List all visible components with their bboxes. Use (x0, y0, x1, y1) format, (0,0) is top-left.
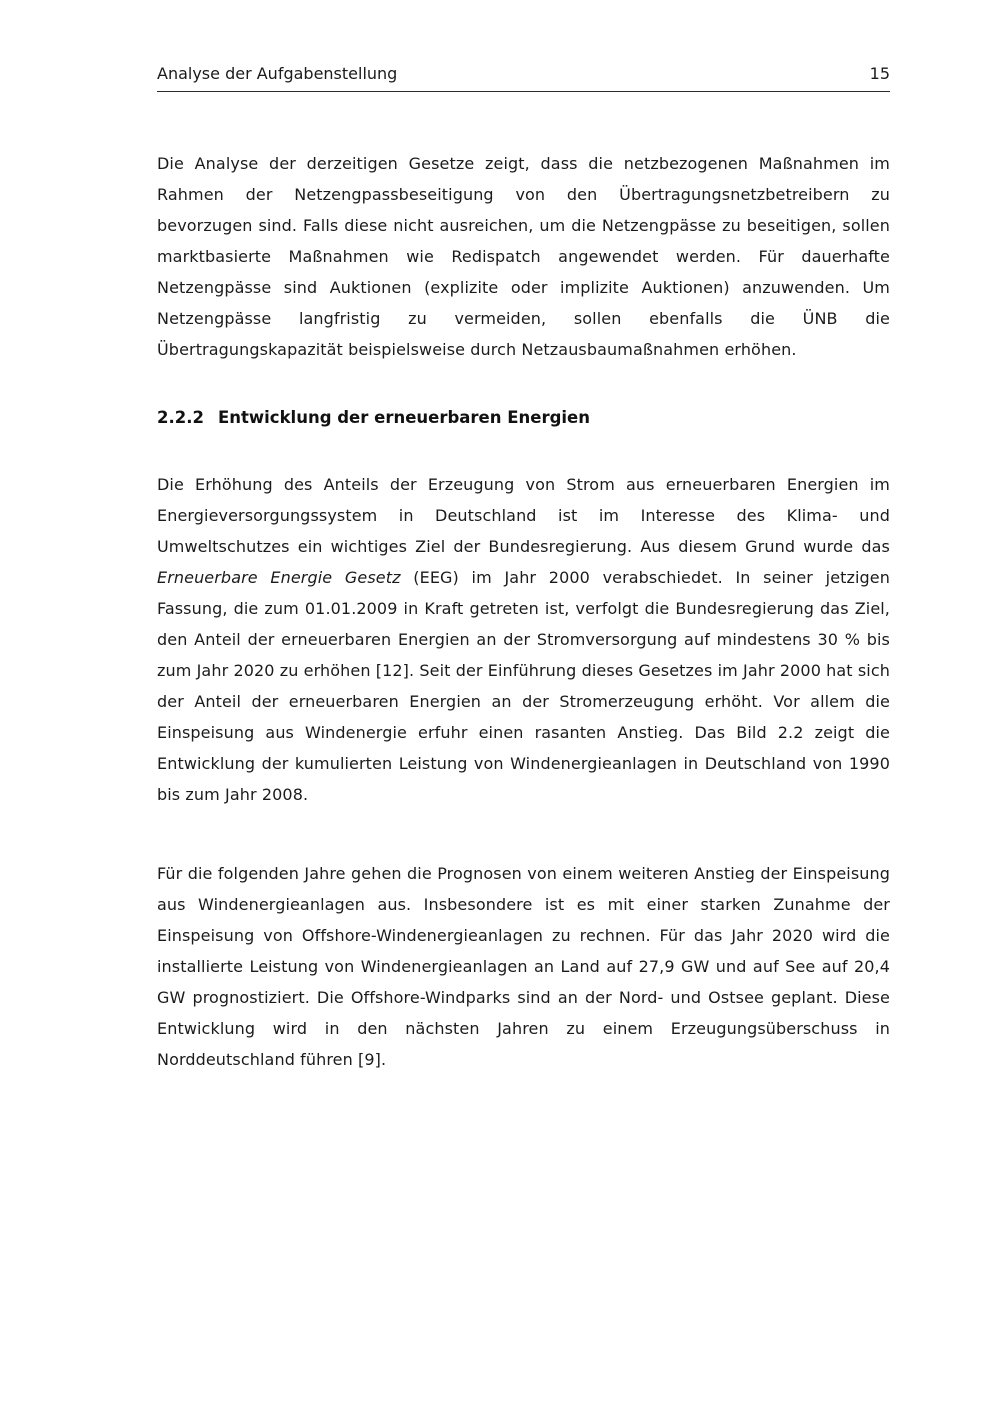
paragraph-renewable-energy (157, 469, 890, 810)
section-number: 2.2.2 (157, 408, 204, 427)
section-heading (157, 407, 890, 429)
text-run: (EEG) im Jahr 2000 verabschiedet. In seiner jetzigen Fassung, die zum 01.01.2009 in Kraft getreten ist, verfolgt die Bundesregierung das Ziel, den Anteil der erneuerbaren Energien an der Stromversorgung auf mindestens 30 % bis zum Jahr 2020 zu erhöhen [12]. Seit der Einführung dieses Gesetzes im Jahr 2000 hat sich der Anteil der erneuerbaren Energien an der Stromerzeugung erhöht. Vor allem die Einspeisung aus Windenergie erfuhr einen rasanten Anstieg. Das Bild 2.2 zeigt die Entwicklung der kumulierten Leistung von Windenergieanlagen in Deutschland von 1990 bis zum Jahr 2008. (157, 568, 890, 804)
section-title: Entwicklung der erneuerbaren Energien (217, 408, 590, 427)
paragraph-wind-forecast: Für die folgenden Jahre gehen die Prognosen von einem weiteren Anstieg der Einspeisung aus Windenergieanlagen aus. Insbesondere ist es mit einer starken Zunahme der Einspeisung von Offshore-Windenergieanlagen zu rechnen. Für das Jahr 2020 wird die installierte Leistung von Windenergieanlagen an Land auf 27,9 GW und auf See auf 20,4 GW prognostiziert. Die Offshore-Windparks sind an der Nord- und Ostsee geplant. Diese Entwicklung wird in den nächsten Jahren zu einem Erzeugungsüberschuss in Norddeutschland führen [9]. (157, 864, 890, 1069)
running-header-title: Analyse der Aufgabenstellung (157, 64, 398, 83)
page-header (157, 64, 890, 92)
text-run: Die Erhöhung des Anteils der Erzeugung von Strom aus erneuerbaren Energien im Energieversorgungssystem in Deutschland ist im Interesse des Klima- und Umweltschutzes ein wichtiges Ziel der Bundesregierung. Aus diesem Grund wurde das (157, 475, 890, 556)
page-number: 15 (869, 64, 890, 83)
italic-term-eeg: Erneuerbare Energie Gesetz (157, 568, 401, 587)
paragraph-grid-measures: Die Analyse der derzeitigen Gesetze zeigt, dass die netzbezogenen Maßnahmen im Rahmen der Netzengpassbeseitigung von den Übertragungsnetzbetreibern zu bevorzugen sind. Falls diese nicht ausreichen, um die Netzengpässe zu beseitigen, sollen marktbasierte Maßnahmen wie Redispatch angewendet werden. Für dauerhafte Netzengpässe sind Auktionen (explizite oder implizite Auktionen) anzuwenden. Um Netzengpässe langfristig zu vermeiden, sollen ebenfalls die ÜNB die Übertragungskapazität beispielsweise durch Netzausbaumaßnahmen erhöhen. (157, 154, 890, 359)
